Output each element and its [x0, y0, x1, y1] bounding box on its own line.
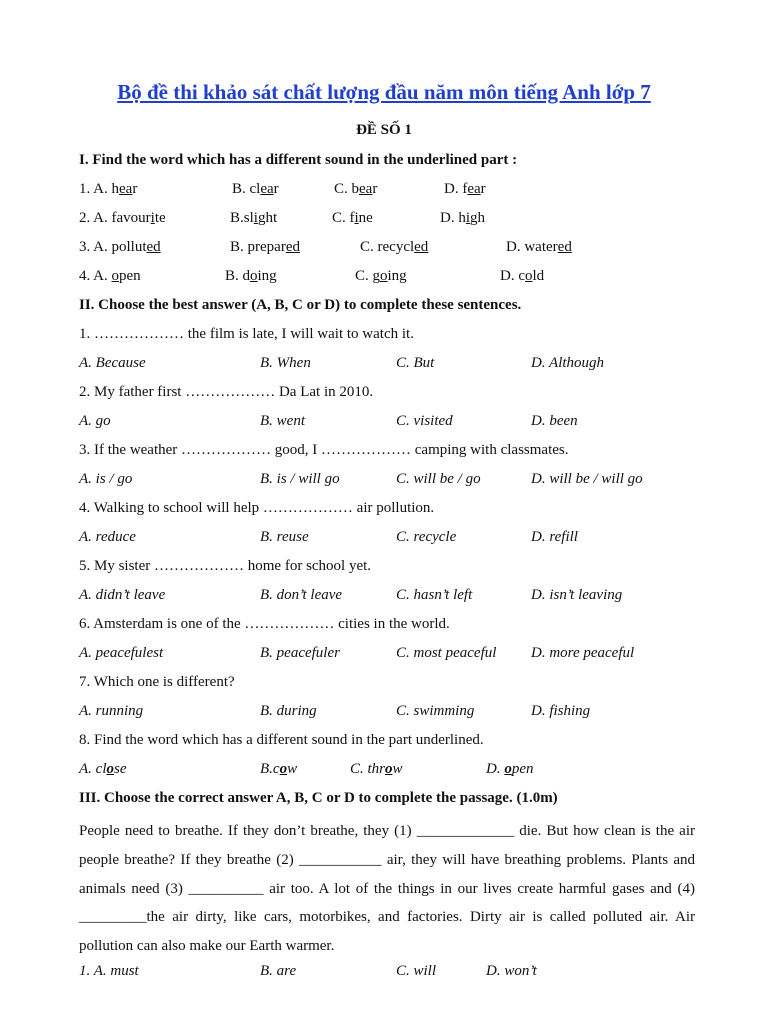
q5-option-a: A. didn’t leave: [79, 587, 166, 603]
q6-option-b: B. peacefuler: [260, 645, 340, 661]
pre: 4. A.: [79, 268, 112, 284]
s1-r3-d: [506, 239, 572, 256]
s1-r4-d: [500, 268, 544, 285]
post: r: [273, 181, 279, 197]
underlined: ed: [414, 239, 429, 255]
q3-option-a: A. is / go: [79, 471, 133, 487]
post: pen: [511, 761, 534, 777]
question-3: 3. If the weather ……………… good, I ……………… camping with classmates.: [79, 442, 569, 458]
pre: B.c: [260, 761, 280, 777]
pq1-option-b: B. are: [260, 963, 297, 979]
section-1-heading: I. Find the word which has a different sound in the underlined part :: [79, 152, 518, 168]
pre: 3. A. pollut: [79, 239, 147, 255]
q7-option-b: B. during: [260, 703, 317, 719]
s1-r3-b: [230, 239, 300, 256]
s1-r2-d: [440, 210, 485, 227]
pre: B.sl: [230, 210, 254, 226]
q4-option-b: B. reuse: [260, 529, 309, 545]
post: se: [114, 761, 127, 777]
post: w: [287, 761, 298, 777]
pq1-option-c: C. will: [396, 963, 437, 979]
q2-option-b: B. went: [260, 413, 305, 429]
q6-option-a: A. peacefulest: [79, 645, 164, 661]
question-4: 4. Walking to school will help ……………… air pollution.: [79, 500, 435, 516]
q8-option-d: [486, 761, 534, 778]
passage: People need to breathe. If they don’t breathe, they (1) _____________ die. But how clean is the air people breathe? If they breathe (2) ___________ air, they will have breathing problems. Plants and animals need (3) __________ air too. A lot of the things in our lives create harmful gases and (4) _________the air dirty, like cars, motorbikes, and factories. Dirty air is called polluted air. Air pollution can also make our Earth warmer.: [79, 823, 695, 955]
pre: C. f: [332, 210, 355, 226]
s1-r4-a: [79, 268, 141, 285]
underlined: ed: [146, 239, 161, 255]
post: gh: [470, 210, 486, 226]
pq1-option-a: 1. A. must: [79, 963, 139, 979]
q1-option-c: C. But: [396, 355, 435, 371]
question-6: 6. Amsterdam is one of the ……………… cities in the world.: [79, 616, 450, 632]
pre: C. g: [355, 268, 381, 284]
q2-option-d: D. been: [531, 413, 578, 429]
post: pen: [119, 268, 141, 284]
post: r: [480, 181, 486, 197]
s1-r1-d: [444, 181, 486, 198]
post: ld: [532, 268, 545, 284]
section-3-heading: III. Choose the correct answer A, B, C or D to complete the passage. (1.0m): [79, 790, 558, 806]
pre: B. cl: [232, 181, 261, 197]
question-7: 7. Which one is different?: [79, 674, 235, 690]
q5-option-d: D. isn’t leaving: [531, 587, 623, 603]
test-number: ĐỀ SỐ 1: [356, 122, 412, 138]
pre: D.: [486, 761, 505, 777]
post: ing: [387, 268, 407, 284]
underlined: ed: [285, 239, 300, 255]
q4-option-a: A. reduce: [79, 529, 136, 545]
q3-option-c: C. will be / go: [396, 471, 481, 487]
pre: C. b: [334, 181, 360, 197]
q3-option-d: D. will be / will go: [531, 471, 643, 487]
underlined: o: [106, 761, 114, 777]
underlined: i: [465, 210, 471, 226]
s1-r2-a: [79, 210, 166, 227]
q8-option-a: [79, 761, 127, 778]
q4-option-c: C. recycle: [396, 529, 457, 545]
s1-r4-c: [355, 268, 407, 285]
question-1: 1. ……………… the film is late, I will wait to watch it.: [79, 326, 414, 342]
post: r: [132, 181, 138, 197]
post: ght: [257, 210, 278, 226]
question-8: 8. Find the word which has a different sound in the part underlined.: [79, 732, 484, 748]
q7-option-c: C. swimming: [396, 703, 475, 719]
s1-r2-b: [230, 210, 277, 227]
s1-r1-a: [79, 181, 137, 198]
pre: B. d: [225, 268, 251, 284]
pre: D. c: [500, 268, 525, 284]
pre: B. prepar: [230, 239, 286, 255]
pre: D. water: [506, 239, 558, 255]
underlined: ea: [359, 181, 373, 197]
q1-option-d: D. Although: [531, 355, 605, 371]
q4-option-d: D. refill: [531, 529, 578, 545]
post: ne: [358, 210, 373, 226]
post: ing: [257, 268, 277, 284]
underlined: ea: [260, 181, 274, 197]
underlined: o: [504, 761, 512, 777]
s1-r4-b: [225, 268, 277, 285]
pq1-option-d: D. won’t: [486, 963, 537, 979]
q7-option-a: A. running: [79, 703, 144, 719]
pre: C. thr: [350, 761, 386, 777]
s1-r1-b: [232, 181, 279, 198]
question-5: 5. My sister ……………… home for school yet.: [79, 558, 372, 574]
q8-option-c: [350, 761, 403, 778]
pre: A. cl: [79, 761, 107, 777]
underlined: o: [111, 268, 120, 284]
q2-option-c: C. visited: [396, 413, 453, 429]
underlined: i: [354, 210, 359, 226]
underlined: o: [279, 761, 288, 777]
underlined: o: [250, 268, 258, 284]
underlined: ea: [467, 181, 481, 197]
q1-option-b: B. When: [260, 355, 311, 371]
s1-r3-c: [360, 239, 428, 256]
section-2-heading: II. Choose the best answer (A, B, C or D) to complete these sentences.: [79, 297, 522, 313]
post: w: [392, 761, 403, 777]
q6-option-d: D. more peaceful: [531, 645, 635, 661]
underlined: i: [150, 210, 155, 226]
q1-option-a: A. Because: [79, 355, 146, 371]
q5-option-c: C. hasn’t left: [396, 587, 473, 603]
pre: D. h: [440, 210, 466, 226]
underlined: i: [253, 210, 258, 226]
post: te: [154, 210, 166, 226]
q6-option-c: C. most peaceful: [396, 645, 497, 661]
pre: D. f: [444, 181, 468, 197]
q8-option-b: [260, 761, 297, 778]
q3-option-b: B. is / will go: [260, 471, 340, 487]
pre: 2. A. favour: [79, 210, 151, 226]
underlined: o: [525, 268, 533, 284]
s1-r3-a: [79, 239, 161, 256]
underlined: ea: [119, 181, 133, 197]
pre: C. recycl: [360, 239, 415, 255]
s1-r2-c: [332, 210, 373, 227]
q7-option-d: D. fishing: [531, 703, 591, 719]
q2-option-a: A. go: [79, 413, 111, 429]
underlined: o: [385, 761, 393, 777]
s1-r1-c: [334, 181, 377, 198]
post: r: [372, 181, 378, 197]
question-2: 2. My father first ……………… Da Lat in 2010.: [79, 384, 374, 400]
pre: 1. A. h: [79, 181, 120, 197]
q5-option-b: B. don’t leave: [260, 587, 343, 603]
document-title: Bộ đề thi khảo sát chất lượng đầu năm môn tiếng Anh lớp 7: [117, 80, 651, 104]
underlined: o: [380, 268, 388, 284]
underlined: ed: [557, 239, 572, 255]
